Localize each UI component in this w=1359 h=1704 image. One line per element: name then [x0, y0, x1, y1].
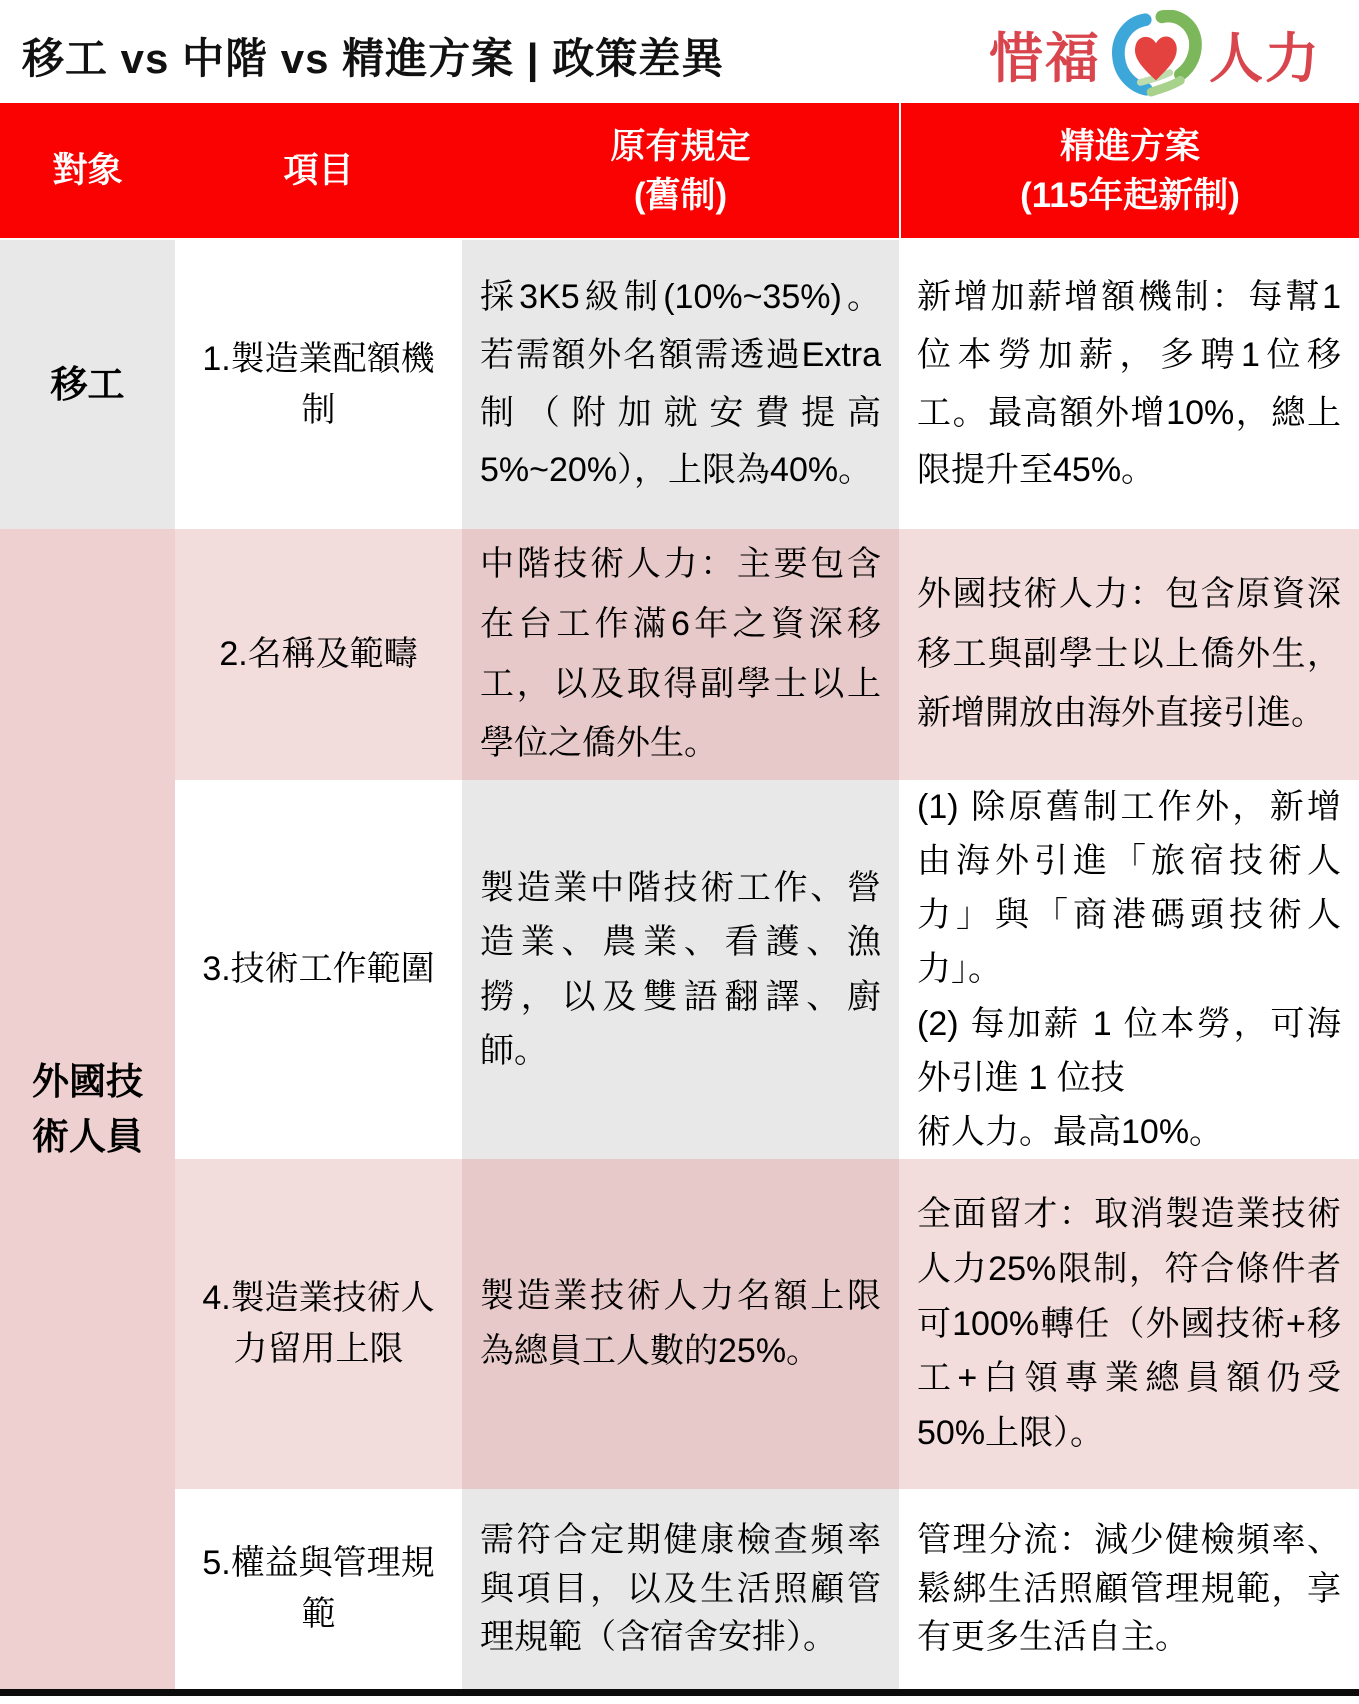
subject-cell-migrant — [0, 240, 175, 529]
item-cell-2 — [175, 529, 462, 780]
old-rule-cell-2 — [462, 529, 899, 780]
policy-comparison-table — [0, 103, 1359, 1689]
old-rule-5-text: 需符合定期健康檢查頻率與項目，以及生活照顧管理規範（含宿舍安排）。 — [480, 1520, 881, 1657]
old-rule-cell-5 — [462, 1489, 899, 1689]
header-item — [175, 103, 462, 240]
new-plan-4-text: 全面留才：取消製造業技術人力25%限制，符合條件者可100%轉任（外國技術+移工+白領專業總員額仍受50%上限）。 — [917, 1195, 1341, 1453]
old-rule-cell-1 — [462, 240, 899, 529]
item-5-label: 5.權益與管理規範 — [202, 1544, 435, 1633]
logo-text-left: 惜福 — [989, 28, 1101, 89]
new-plan-5-text: 管理分流：減少健檢頻率、鬆綁生活照顧管理規範，享有更多生活自主。 — [917, 1520, 1341, 1657]
new-plan-cell-2 — [899, 529, 1359, 780]
subject-foreign-tech-label: 外國技術人員 — [32, 1060, 143, 1157]
item-cell-1 — [175, 240, 462, 529]
header-new-line1: 精進方案 — [1059, 126, 1200, 166]
new-plan-2-text: 外國技術人力：包含原資深移工與副學士以上僑外生，新增開放由海外直接引進。 — [917, 574, 1341, 733]
header-old-line1: 原有規定 — [610, 126, 751, 166]
old-rule-1-text: 採3K5級制(10%~35%)。若需額外名額需透過Extra制（附加就安費提高5%~20%），上限為40%。 — [480, 277, 881, 490]
subject-cell-foreign-tech — [0, 529, 175, 1689]
header-old-line2: (舊制) — [633, 175, 728, 215]
new-plan-3-text-line1: (1) 除原舊制工作外，新增由海外引進「旅宿技術人力」與「商港碼頭技術人力」。 — [917, 788, 1341, 989]
new-plan-3-text-line3: 術人力。最高10%。 — [917, 1112, 1224, 1151]
logo-text-right: 人力 — [1209, 28, 1321, 89]
header-new-line2: (115年起新制) — [1020, 175, 1240, 215]
item-2-label: 2.名稱及範疇 — [219, 635, 418, 673]
item-4-label: 4.製造業技術人力留用上限 — [202, 1279, 435, 1368]
page-title: 移工 vs 中階 vs 精進方案 | 政策差異 — [22, 35, 725, 82]
new-plan-cell-4 — [899, 1159, 1359, 1489]
header-new-plan — [899, 103, 1359, 240]
header-item-label: 項目 — [283, 151, 354, 190]
item-cell-5 — [175, 1489, 462, 1689]
subject-migrant-label: 移工 — [50, 363, 125, 405]
new-plan-3-text-line2: (2) 每加薪 1 位本勞，可海外引進 1 位技 — [917, 1004, 1341, 1097]
old-rule-4-text: 製造業技術人力名額上限為總員工人數的25%。 — [480, 1277, 881, 1370]
new-plan-cell-5 — [899, 1489, 1359, 1689]
old-rule-3-text: 製造業中階技術工作、營造業、農業、看護、漁撈，以及雙語翻譯、廚師。 — [480, 869, 881, 1070]
item-1-label: 1.製造業配額機制 — [202, 339, 435, 429]
heart-in-hands-icon — [1103, 10, 1207, 98]
header-old-rule — [462, 103, 899, 240]
company-logo — [989, 12, 1321, 96]
header-subject-label: 對象 — [52, 151, 123, 190]
table-bottom-border — [0, 1689, 1359, 1696]
new-plan-1-text: 新增加薪增額機制：每幫1位本勞加薪，多聘1位移工。最高額外增10%，總上限提升至45%。 — [917, 277, 1341, 490]
item-cell-3 — [175, 780, 462, 1159]
fingers-shape — [1151, 80, 1180, 92]
new-plan-cell-1 — [899, 240, 1359, 529]
old-rule-cell-3 — [462, 780, 899, 1159]
old-rule-2-text: 中階技術人力：主要包含在台工作滿6年之資深移工，以及取得副學士以上學位之僑外生。 — [480, 544, 881, 763]
new-plan-cell-3 — [899, 780, 1359, 1159]
header-subject — [0, 103, 175, 240]
item-3-label: 3.技術工作範圍 — [202, 950, 435, 988]
item-cell-4 — [175, 1159, 462, 1489]
old-rule-cell-4 — [462, 1159, 899, 1489]
